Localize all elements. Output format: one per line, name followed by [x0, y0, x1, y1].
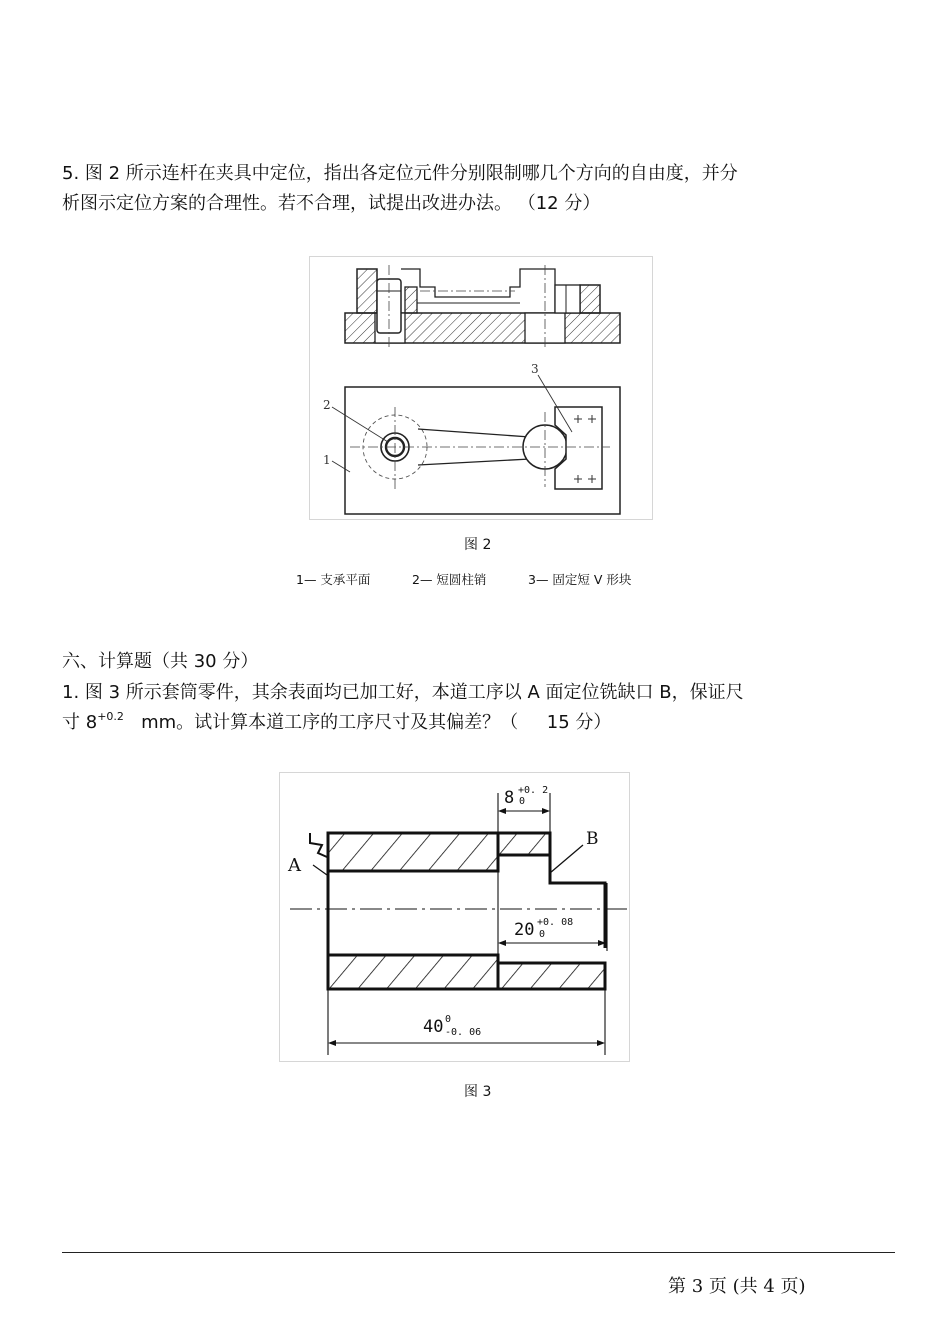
figure-3-drawing — [280, 773, 629, 1061]
legend-item-2: 2— 短圆柱销 — [412, 572, 487, 587]
label-2: 2 — [323, 398, 331, 412]
question-1-line-2 — [62, 712, 611, 736]
dim-40-lower: -0. 06 — [445, 1027, 482, 1038]
leader-line-b — [550, 845, 583, 873]
face-a-marker — [287, 833, 327, 876]
label-3: 3 — [531, 362, 539, 376]
dimension-40 — [328, 989, 605, 1055]
legend-item-1: 1— 支承平面 — [296, 572, 371, 587]
dim-20-upper: +0. 08 — [537, 917, 574, 928]
question-1-line-1: 1. 图 3 所示套筒零件，其余表面均已加工好，本道工序以 A 面定位铣缺口 B，保证尺 — [62, 682, 744, 703]
section-6-title: 六、计算题（共 30 分） — [62, 651, 259, 672]
sleeve-bottom-wall — [328, 955, 605, 989]
question-1-line-2-start: 寸 8 — [62, 712, 98, 733]
tolerance-superscript: +0.2 — [97, 710, 124, 723]
question-1-line-2-end: mm。试计算本道工序的工序尺寸及其偏差？（ 15 分） — [123, 712, 612, 733]
figure-2-drawing — [310, 257, 652, 519]
dim-8-upper: +0. 2 — [518, 785, 549, 796]
right-v-block — [555, 285, 600, 313]
label-1: 1 — [323, 453, 331, 467]
figure-2-caption: 图 2 — [464, 537, 492, 553]
dim-8-value: 8 — [504, 788, 515, 808]
label-b: B — [586, 829, 599, 849]
dimension-8 — [498, 785, 550, 835]
figure-3 — [279, 772, 630, 1062]
page-number: 第 3 页 (共 4 页) — [668, 1276, 806, 1297]
dim-40-upper: 0 — [445, 1014, 452, 1025]
question-5-line-1: 5. 图 2 所示连杆在夹具中定位，指出各定位元件分别限制哪几个方向的自由度，并分 — [62, 163, 738, 184]
dim-20-value: 20 — [514, 920, 535, 940]
label-a: A — [288, 855, 301, 876]
sleeve-top-wall — [328, 833, 550, 871]
dim-40-value: 40 — [423, 1017, 444, 1037]
legend-item-3: 3— 固定短 V 形块 — [528, 572, 632, 587]
footer-rule — [62, 1252, 895, 1253]
dim-8-lower: 0 — [519, 796, 526, 807]
figure-3-caption: 图 3 — [464, 1084, 492, 1100]
dim-20-lower: 0 — [539, 929, 546, 940]
figure-2 — [309, 256, 653, 520]
question-5-line-2: 析图示定位方案的合理性。若不合理，试提出改进办法。 （12 分） — [62, 193, 601, 214]
